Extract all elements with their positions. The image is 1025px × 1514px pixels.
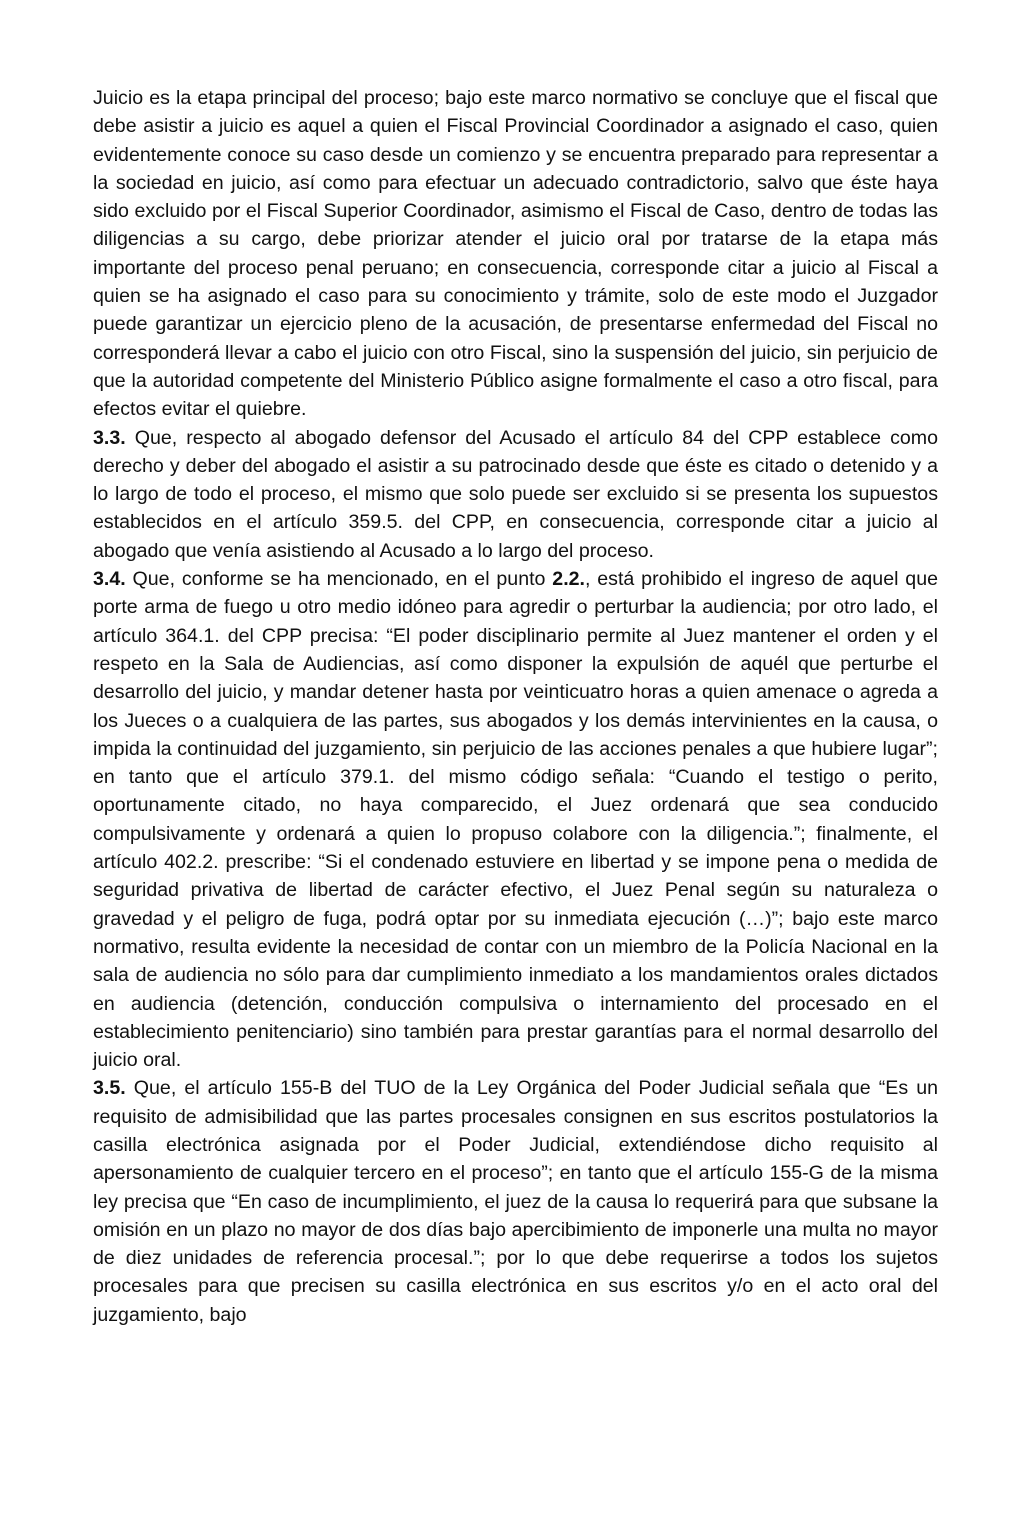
paragraph-number: 3.3. (93, 426, 126, 449)
document-page (93, 84, 938, 1329)
paragraph-text-lead: Que, conforme se ha mencionado, en el punto (132, 568, 553, 591)
paragraph-text: , está prohibido el ingreso de aquel que porte arma de fuego u otro medio idóneo para agredir o perturbar la audiencia; por otro lado, el artículo 364.1. del CPP precisa: “El poder disciplinario permite al Juez mantener el orden y el respeto en la Sala de Audiencias, así como disponer la expulsión de aquél que perturbe el desarrollo del juicio, y mandar detener hasta por veinticuatro horas a quien amenace o agreda a los Jueces o a cualquiera de las partes, sus abogados y los demás intervinientes en la causa, o impida la continuidad del juzgamiento, sin perjuicio de las acciones penales a que hubiere lugar”; en tanto que el artículo 379.1. del mismo código señala: “Cuando el testigo o perito, oportunamente citado, no haya comparecido, el Juez ordenará que sea conducido compulsivamente y ordenará a quien lo propuso colabore con la diligencia.”; finalmente, el artículo 402.2. prescribe: “Si el condenado estuviere en libertad y se impone pena o medida de seguridad privativa de libertad de carácter efectivo, el Juez Penal según su naturaleza o gravedad y el peligro de fuga, podrá optar por su inmediata ejecución (…)”; bajo este marco normativo, resulta evidente la necesidad de contar con un miembro de la Policía Nacional en la sala de audiencia no sólo para dar cumplimiento inmediato a los mandamientos orales dictados en audiencia (detención, conducción compulsiva o internamiento del procesado en el establecimiento penitenciario) sino también para prestar garantías para el normal desarrollo del juicio oral. (93, 568, 938, 1072)
paragraph-3-3 (93, 424, 938, 565)
paragraph-text: Que, el artículo 155-B del TUO de la Ley Orgánica del Poder Judicial señala que “Es un requisito de admisibilidad que las partes procesales consignen en sus escritos postulatorios la casilla electrónica asignada por el Poder Judicial, extendiéndose dicho requisito al apersonamiento de cualquier tercero en el proceso”; en tanto que el artículo 155-G de la misma ley precisa que “En caso de incumplimiento, el juez de la causa lo requerirá para que subsane la omisión en un plazo no mayor de dos días bajo apercibimiento de imponerle una multa no mayor de diez unidades de referencia procesal.”; por lo que debe requerirse a todos los sujetos procesales para que precisen su casilla electrónica en sus escritos y/o en el acto oral del juzgamiento, bajo (93, 1077, 938, 1326)
point-reference: 2.2. (552, 568, 585, 591)
paragraph-number: 3.4. (93, 568, 126, 591)
paragraph-number: 3.5. (93, 1077, 126, 1100)
paragraph-text: Que, respecto al abogado defensor del Acusado el artículo 84 del CPP establece como derecho y deber del abogado el asistir a su patrocinado desde que éste es citado o detenido y a lo largo de todo el proceso, el mismo que solo puede ser excluido si se presenta los supuestos establecidos en el artículo 359.5. del CPP, en consecuencia, corresponde citar a juicio al abogado que venía asistiendo al Acusado a lo largo del proceso. (93, 426, 938, 562)
paragraph-intro (93, 84, 938, 424)
paragraph-3-5 (93, 1074, 938, 1329)
paragraph-3-4 (93, 565, 938, 1074)
paragraph-text: Juicio es la etapa principal del proceso; bajo este marco normativo se concluye que el fiscal que debe asistir a juicio es aquel a quien el Fiscal Provincial Coordinador a asignado el caso, quien evidentemente conoce su caso desde un comienzo y se encuentra preparado para representar a la sociedad en juicio, así como para efectuar un adecuado contradictorio, salvo que éste haya sido excluido por el Fiscal Superior Coordinador, asimismo el Fiscal de Caso, dentro de todas las diligencias a su cargo, debe priorizar atender el juicio oral por tratarse de la etapa más importante del proceso penal peruano; en consecuencia, corresponde citar a juicio al Fiscal a quien se ha asignado el caso para su conocimiento y trámite, solo de este modo el Juzgador puede garantizar un ejercicio pleno de la acusación, de presentarse enfermedad del Fiscal no corresponderá llevar a cabo el juicio con otro Fiscal, sino la suspensión del juicio, sin perjuicio de que la autoridad competente del Ministerio Público asigne formalmente el caso a otro fiscal, para efectos evitar el quiebre. (93, 87, 938, 421)
